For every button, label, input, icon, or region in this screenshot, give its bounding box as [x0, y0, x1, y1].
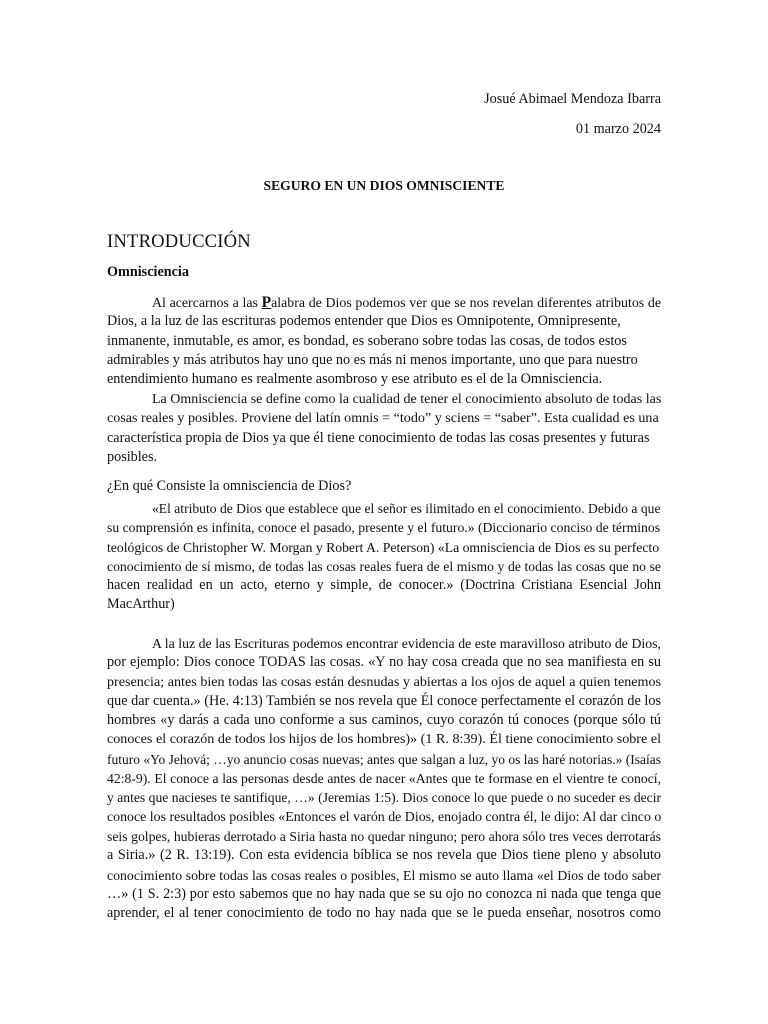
paragraph-line: presencia; antes bien todas las cosas están desnudas y abiertas a los ojos de aquel a quien tenemos — [107, 673, 661, 690]
paragraph-line: conocimiento sobre todas las cosas reales o posibles, El mismo se auto llama «el Dios de todo saber — [107, 867, 661, 883]
document-title: SEGURO EN UN DIOS OMNISCIENTE — [263, 178, 505, 193]
text-fragment: alabra de Dios podemos ver que se nos revelan diferentes atributos de — [271, 296, 661, 311]
paragraph-line: que dar cuenta.» (He. 4:13) También se nos revela que Él conoce perfectamente el corazón de los — [107, 692, 661, 709]
paragraph-line: aprender, el al tener conocimiento de todo no hay nada que se le pueda enseñar, nosotros como — [107, 905, 661, 922]
document-date: 01 marzo 2024 — [575, 121, 661, 137]
author-name: Josué Abimael Mendoza Ibarra — [484, 91, 661, 107]
paragraph-line: admirables y más atributos hay uno que no es más ni menos importante, uno que para nuestro — [107, 351, 638, 368]
paragraph-line: conoce los resultados posibles «Entonces el varón de Dios, enojado contra él, le dijo: Al dar cinco o — [107, 809, 662, 825]
paragraph-line: entendimiento humano es realmente asombroso y ese atributo es el de la Omnisciencia. — [107, 371, 603, 388]
section-heading: INTRODUCCIÓN — [107, 231, 251, 252]
question-line: ¿En qué Consiste la omnisciencia de Dios? — [107, 478, 352, 494]
paragraph-line: posibles. — [107, 448, 158, 465]
paragraph-line: conocimiento de sí mismo, de todas las cosas reales fuera de el mismo y de todas las cosas que no se — [107, 558, 661, 574]
paragraph-definition — [107, 390, 661, 467]
paragraph-line: por ejemplo: Dios conoce TODAS las cosas. «Y no hay cosa creada que no sea manifiesta en su — [107, 654, 661, 671]
paragraph-line: cosas reales y posibles. Proviene del latín omnis = “todo” y sciens = “saber”. Esta cualidad es una — [107, 410, 659, 427]
subheading: Omnisciencia — [107, 264, 189, 280]
emphasized-letter: P — [261, 294, 272, 311]
paragraph-quotes — [107, 499, 661, 615]
paragraph-line: a Siria.» (2 R. 13:19). Con esta evidencia bíblica se nos revela que Dios tiene pleno y absoluto — [107, 847, 661, 864]
paragraph-line: futuro «Yo Jehová; …yo anuncio cosas nuevas; antes que salgan a luz, yo os las haré notorias.» (Isaías — [107, 751, 661, 767]
paragraph-line: Dios, a la luz de las escrituras podemos entender que Dios es Omnipotente, Omnipresente, — [107, 313, 621, 330]
paragraph-line: seis golpes, hubieras derrotado a Siria hasta no quedar ninguno; pero ahora sólo tres veces derrotarás — [107, 828, 661, 844]
paragraph-line — [107, 293, 661, 312]
paragraph-line: La Omnisciencia se define como la cualidad de tener el conocimiento absoluto de todas las — [152, 392, 662, 407]
paragraph-line: hombres «y darás a cada uno conforme a sus caminos, cuyo corazón tú conoces (porque sólo tú — [107, 712, 661, 729]
paragraph-line: MacArthur) — [107, 596, 175, 613]
text-fragment: Al acercarnos a las — [152, 296, 262, 311]
paragraph-intro — [107, 293, 661, 389]
paragraph-line: su comprensión es infinita, conoce el pasado, presente y el futuro.» (Diccionario conciso de términos — [107, 520, 661, 536]
paragraph-line: «El atributo de Dios que establece que el señor es ilimitado en el conocimiento. Debido a que — [152, 501, 661, 516]
paragraph-line: característica propia de Dios ya que él tiene conocimiento de todas las cosas presentes y futuras — [107, 429, 650, 446]
paragraph-line: y antes que nacieses te santifique, …» (Jeremias 1:5). Dios conoce lo que puede o no suceder es decir — [107, 790, 661, 806]
paragraph-evidence — [107, 634, 661, 923]
paragraph-line: …» (1 S. 2:3) por esto sabemos que no hay nada que se su ojo no conozca ni nada que tenga que — [107, 885, 661, 902]
paragraph-line: inmanente, inmutable, es amor, es bondad, es soberano sobre todas las cosas, de todos estos — [107, 332, 627, 349]
paragraph-line: 42:8-9). El conoce a las personas desde antes de nacer «Antes que te formase en el vientre te conocí, — [107, 771, 661, 787]
paragraph-line: A la luz de las Escrituras podemos encontrar evidencia de este maravilloso atributo de Dios, — [152, 636, 661, 651]
paragraph-line: conoces el corazón de todos los hijos de los hombres)» (1 R. 8:39). Él tiene conocimiento sobre el — [107, 731, 661, 748]
paragraph-line: hacen realidad en un acto, eterno y simple, de conocer.» (Doctrina Cristiana Esencial John — [107, 577, 661, 594]
paragraph-line: teológicos de Christopher W. Morgan y Robert A. Peterson) «La omnisciencia de Dios es su perfecto — [107, 539, 660, 555]
